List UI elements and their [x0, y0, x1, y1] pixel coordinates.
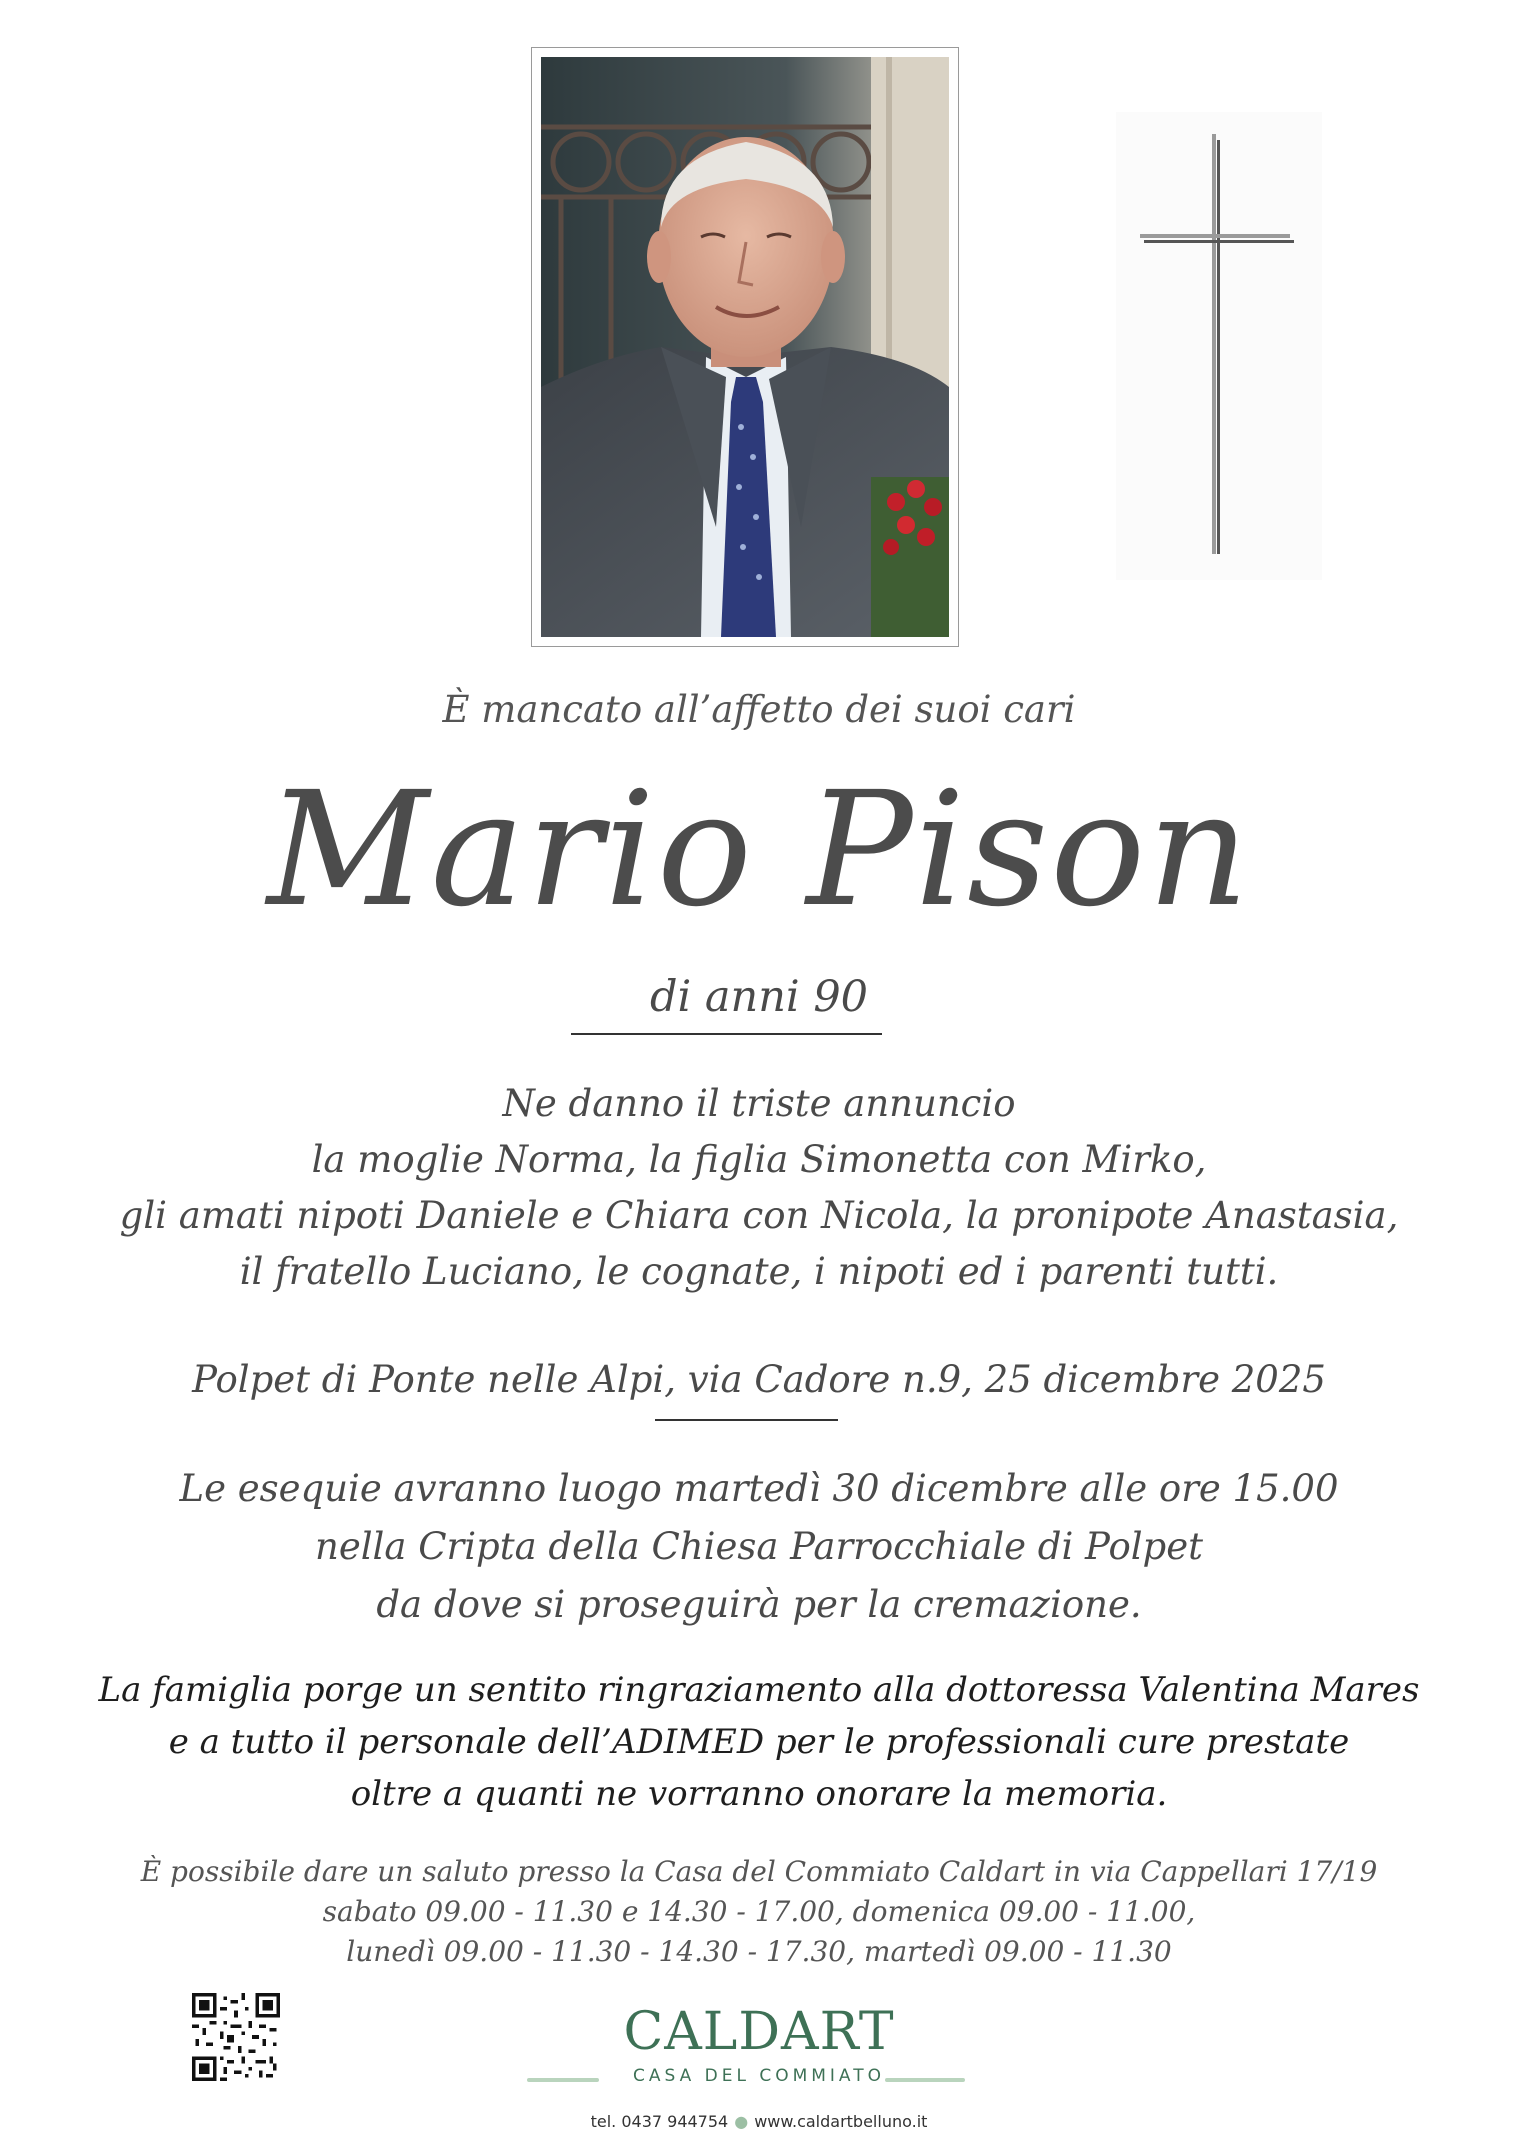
age-text: di anni 90	[649, 972, 869, 1022]
contact-line	[0, 2112, 1518, 2131]
logo-subtitle: CASA DEL COMMIATO	[632, 2066, 886, 2086]
phone-number: tel. 0437 944754	[590, 2112, 729, 2131]
thanks-line: oltre a quanti ne vorranno onorare la memoria.	[350, 1774, 1168, 1814]
age-divider	[571, 1033, 882, 1035]
logo-decor-line-right	[885, 2078, 965, 2082]
thanks-line: e a tutto il personale dell’ADIMED per le professionali cure prestate	[168, 1722, 1350, 1762]
intro-text: È mancato all’affetto dei suoi cari	[442, 688, 1076, 731]
visit-line: sabato 09.00 - 11.30 e 14.30 - 17.00, domenica 09.00 - 11.00,	[322, 1895, 1196, 1928]
cross-panel	[1116, 112, 1322, 580]
announcement-line: Ne danno il triste annuncio	[502, 1082, 1016, 1125]
announcement-line: gli amati nipoti Daniele e Chiara con Nicola, la pronipote Anastasia,	[119, 1194, 1399, 1237]
funeral-line: da dove si proseguirà per la cremazione.	[376, 1583, 1142, 1626]
funeral-line: nella Cripta della Chiesa Parrocchiale di Polpet	[315, 1525, 1203, 1568]
portrait-image	[541, 57, 949, 637]
portrait-photo	[531, 47, 959, 647]
separator-dot-icon: ●	[734, 2112, 749, 2131]
announcement-line: il fratello Luciano, le cognate, i nipoti ed i parenti tutti.	[239, 1250, 1279, 1293]
funeral-block	[0, 1460, 1518, 1634]
visit-line: È possibile dare un saluto presso la Casa del Commiato Caldart in via Cappellari 17/19	[140, 1855, 1378, 1888]
announcement-line: la moglie Norma, la figlia Simonetta con Mirko,	[311, 1138, 1207, 1181]
deceased-name: Mario Pison	[266, 758, 1252, 942]
thanks-block	[0, 1664, 1518, 1820]
visiting-hours-block	[0, 1852, 1518, 1972]
funeral-line: Le esequie avranno luogo martedì 30 dicembre alle ore 15.00	[179, 1467, 1339, 1510]
place-date: Polpet di Ponte nelle Alpi, via Cadore n.9, 25 dicembre 2025	[192, 1358, 1326, 1401]
thanks-line: La famiglia porge un sentito ringraziamento alla dottoressa Valentina Mares	[98, 1670, 1420, 1710]
website-link[interactable]: www.caldartbelluno.it	[754, 2112, 928, 2131]
caldart-logo: CALDART	[623, 2002, 895, 2062]
announcement-block	[0, 1076, 1518, 1300]
cross-icon	[1116, 112, 1322, 580]
place-divider	[655, 1419, 838, 1421]
visit-line: lunedì 09.00 - 11.30 - 14.30 - 17.30, martedì 09.00 - 11.30	[346, 1935, 1172, 1968]
